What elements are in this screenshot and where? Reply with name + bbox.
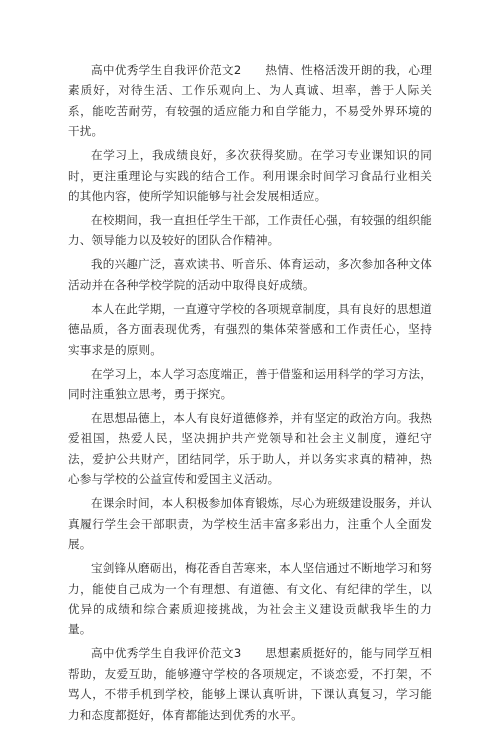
paragraph-school-period: 在校期间，我一直担任学生干部，工作责任心强，有较强的组织能力、领导能力以及较好的团队合作精神。 <box>68 213 432 248</box>
paragraph-motto: 宝剑锋从磨砺出，梅花香自苦寒来，本人坚信通过不断地学习和努力，能使自己成为一个有理想、有道德、有文化、有纪律的学生，以优异的成绩和综合素质迎接挑战，为社会主义建设贡献我毕生的力量。 <box>68 561 432 637</box>
paragraph-morality: 在思想品德上，本人有良好道德修养，并有坚定的政治方向。我热爱祖国，热爱人民，坚决拥护共产党领导和社会主义制度，遵纪守法，爱护公共财产，团结同学，乐于助人，并以务实求真的精神，热心参与学校的公益宣传和爱国主义活动。 <box>68 411 432 487</box>
paragraph-spare-time: 在课余时间，本人积极参加体育锻炼，尽心为班级建设服务，并认真履行学生会干部职责，为学校生活丰富多彩出力，注重个人全面发展。 <box>68 496 432 552</box>
paragraph-essay-2-intro: 高中优秀学生自我评价范文2 热情、性格活泼开朗的我，心理素质好，对待生活、工作乐观向上、为人真诚、坦率，善于人际关系，能吃苦耐劳，有较强的适应能力和自学能力，不易受外界环境的干扰。 <box>68 63 432 139</box>
paragraph-study-attitude: 在学习上，本人学习态度端正，善于借鉴和运用科学的学习方法，同时注重独立思考，勇于探究。 <box>68 366 432 402</box>
paragraph-essay-3: 高中优秀学生自我评价范文3 思想素质挺好的，能与同学互相帮助，友爱互助，能够遵守学校的各项规定，不谈恋爱，不打架，不骂人，不带手机到学校，能够上课认真听讲，下课认真复习，学习能力和态度都挺好，体育都能达到优秀的水平。 <box>68 646 432 722</box>
document-body <box>68 60 432 729</box>
paragraph-study: 在学习上，我成绩良好，多次获得奖励。在学习专业课知识的同时，更注重理论与实践的结合工作。利用课余时间学习食品行业相关的其他内容，使所学知识能够与社会发展相适应。 <box>68 148 432 204</box>
paragraph-interests: 我的兴趣广泛，喜欢读书、听音乐、体育运动，多次参加各种文体活动并在各种学校学院的活动中取得良好成绩。 <box>68 257 432 292</box>
paragraph-semester: 本人在此学期，一直遵守学校的各项规章制度，具有良好的思想道德品质，各方面表现优秀，有强烈的集体荣誉感和工作责任心，坚持实事求是的原则。 <box>68 301 432 357</box>
